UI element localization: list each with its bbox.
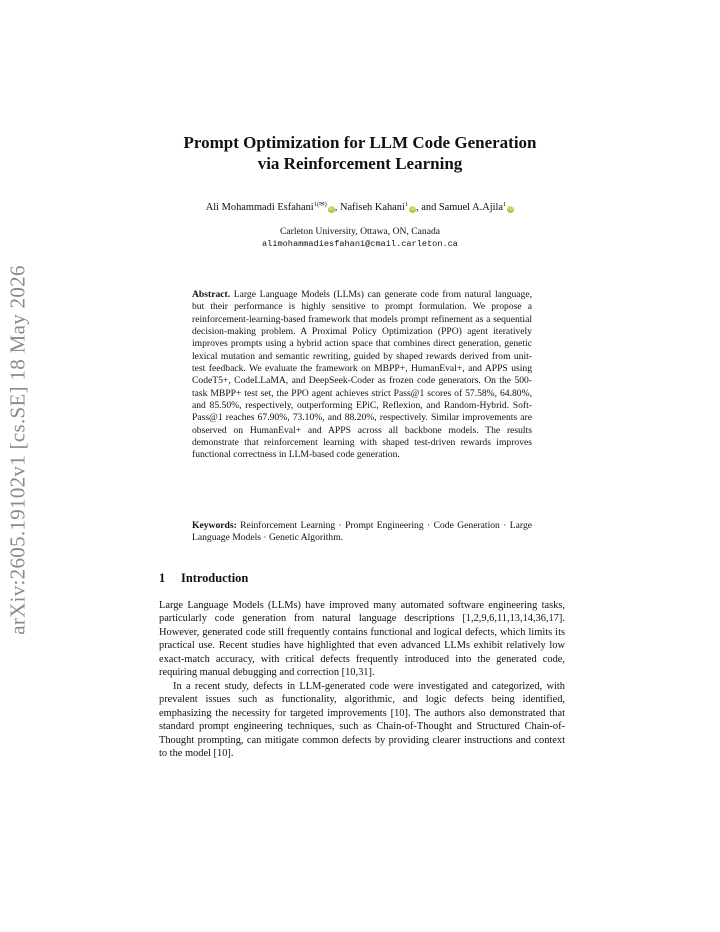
author-name: Nafiseh Kahani bbox=[339, 202, 405, 213]
section-title: Introduction bbox=[181, 571, 249, 585]
section-number: 1 bbox=[159, 571, 166, 585]
title-line-2: via Reinforcement Learning bbox=[257, 154, 463, 173]
abstract-text: Large Language Models (LLMs) can generate code from natural language, but their performance is highly sensitive to prompt formulation. We propose a reinforcement-learning-based framework that models prompt refinement as a sequential decision-making problem. A Proximal Policy Optimization (PPO) agent iteratively improves prompts using a hybrid action space that combines direct generation, genetic lexical mutation and semantic rewriting, guided by shaped rewards derived from unit-test feedback. We evaluate the framework on MBPP+, HumanEval+, and APPS using CodeT5+, CodeLLaMA, and DeepSeek-Coder as frozen code generators. On the 500-task MBPP+ test set, the PPO agent achieves strict Pass@1 scores of 57.58%, 64.80%, and 85.50%, respectively, outperforming EPiC, Reflexion, and Random-Hybrid. Soft-Pass@1 reaches 67.90%, 73.10%, and 88.20%, respectively. Similar improvements are observed on HumanEval+ and APPS across all backbone models. The results demonstrate that reinforcement learning with shaped test-driven rewards improves functional correctness in LLM-based code generation. bbox=[192, 289, 532, 461]
author-list bbox=[120, 200, 600, 213]
abstract-label: Abstract. bbox=[192, 289, 231, 300]
keywords-text: Reinforcement Learning · Prompt Engineering · Code Generation · Large Language Models · Genetic Algorithm. bbox=[192, 520, 532, 544]
author-email[interactable]: alimohammadiesfahani@cmail.carleton.ca bbox=[262, 239, 458, 249]
introduction-body bbox=[159, 599, 565, 760]
orcid-icon[interactable]: iD bbox=[508, 206, 514, 212]
affiliation-block bbox=[120, 225, 600, 251]
author-connector: , and bbox=[416, 202, 439, 213]
keywords-label: Keywords: bbox=[192, 520, 237, 531]
orcid-icon[interactable]: iD bbox=[328, 206, 334, 212]
body-paragraph: In a recent study, defects in LLM-generated code were investigated and categorized, with prevalent issues such as functionality, algorithmic, and logic defects being identified, emphasizing the necessity for targeted improvements [10]. The authors also demonstrated that standard prompt engineering techniques, such as Chain-of-Thought and Structured Chain-of-Thought prompting, can mitigate common defects by providing clearer instructions and context to the model [10]. bbox=[159, 680, 565, 759]
author-name: Samuel A.Ajila bbox=[438, 202, 503, 213]
author-affiliation-mark: 1 bbox=[502, 201, 507, 208]
title-line-1: Prompt Optimization for LLM Code Generation bbox=[183, 133, 537, 152]
author-affiliation-mark: 1 bbox=[404, 201, 409, 208]
arxiv-identifier-text: arXiv:2605.19102v1 [cs.SE] 18 May 2026 bbox=[5, 265, 30, 635]
section-heading bbox=[159, 571, 248, 586]
author-affiliation-mark: 1(✉) bbox=[313, 201, 327, 208]
paper-title bbox=[140, 132, 580, 174]
body-paragraph: Large Language Models (LLMs) have improved many automated software engineering tasks, particularly code generation from natural language descriptions [1,2,9,6,11,13,14,36,17]. However, generated code still frequently contains functional and logical defects, which limits its practical use. Recent studies have highlighted that even advanced LLMs exhibit relatively low exact-match accuracy, with critical defects frequently introduced into the generated code, requiring manual debugging and correction [10,31]. bbox=[159, 600, 565, 679]
orcid-icon[interactable]: iD bbox=[409, 206, 416, 212]
author-name: Ali Mohammadi Esfahani bbox=[205, 202, 314, 213]
affiliation-institution: Carleton University, Ottawa, ON, Canada bbox=[279, 226, 441, 237]
abstract bbox=[192, 289, 532, 462]
keywords bbox=[192, 520, 532, 545]
author-separator: , bbox=[334, 202, 340, 213]
